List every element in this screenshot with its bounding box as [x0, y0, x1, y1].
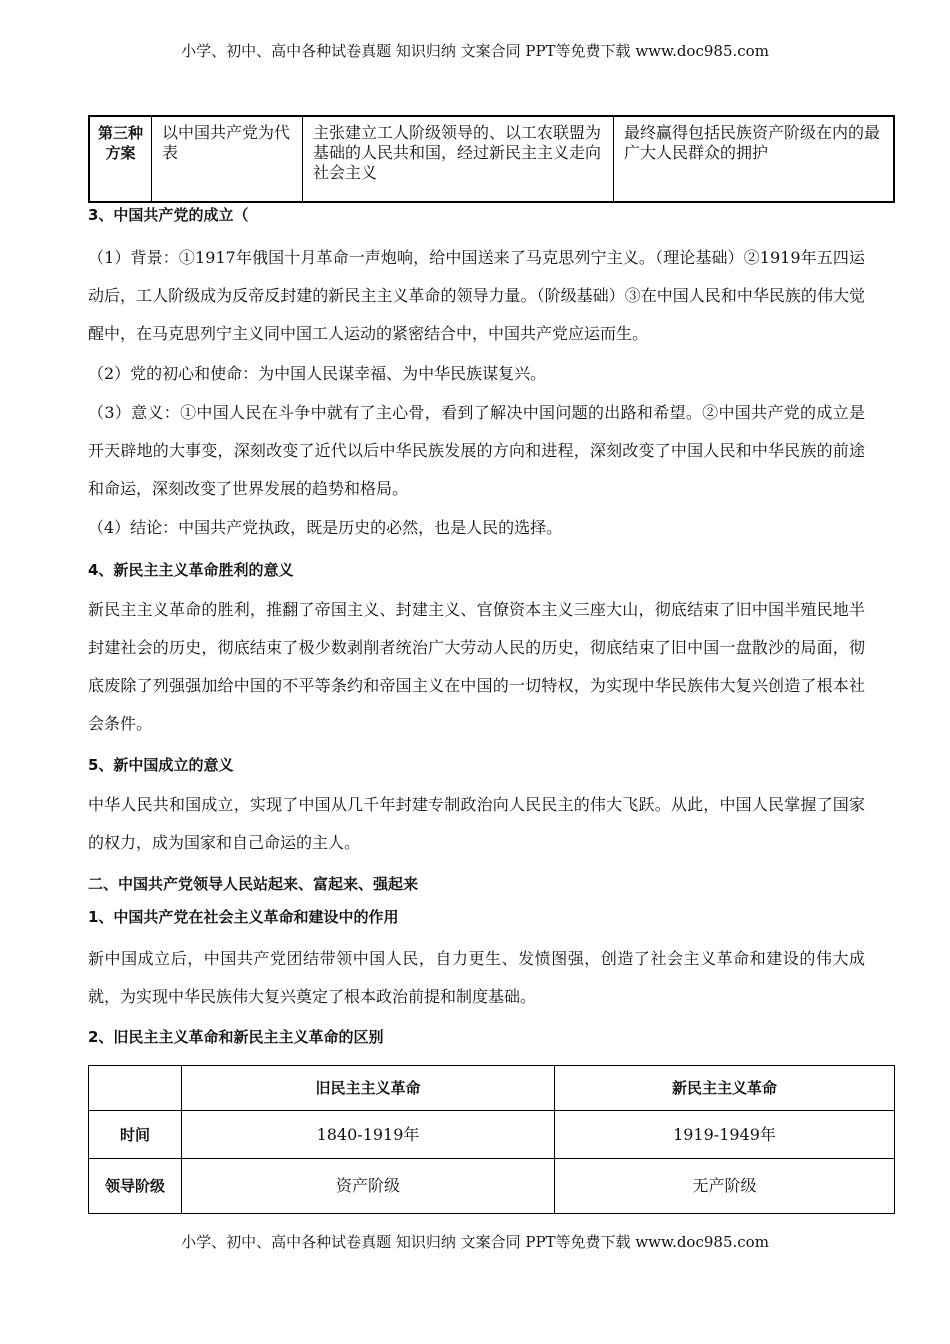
- section-heading: 5、新中国成立的意义: [88, 756, 234, 774]
- table-header: 新民主主义革命: [555, 1066, 895, 1111]
- table-header-row: [89, 1066, 895, 1111]
- revolution-comparison-table: [88, 1065, 895, 1214]
- paragraph: （1）背景：①1917年俄国十月革命一声炮响，给中国送来了马克思列宁主义。（理论基础）②1919年五四运动后，工人阶级成为反帝反封建的新民主主义革命的领导力量。（阶级基础）③在中国人民和中华民族的伟大觉醒中，在马克思列宁主义同中国工人运动的紧密结合中，中国共产党应运而生。: [88, 248, 865, 343]
- table-cell: 主张建立工人阶级领导的、以工农联盟为基础的人民共和国，经过新民主主义走向社会主义: [303, 116, 614, 202]
- section-heading: 4、新民主主义革命胜利的意义: [88, 561, 294, 579]
- table-cell: 最终赢得包括民族资产阶级在内的最广大人民群众的拥护: [614, 116, 895, 202]
- table-cell: 1840-1919年: [182, 1111, 555, 1159]
- paragraph: （3）意义：①中国人民在斗争中就有了主心骨，看到了解决中国问题的出路和希望。②中国共产党的成立是开天辟地的大事变，深刻改变了近代以后中华民族发展的方向和进程，深刻改变了中国人民和中华民族的前途和命运，深刻改变了世界发展的趋势和格局。: [88, 403, 865, 498]
- table-cell: 时间: [89, 1111, 182, 1159]
- table-cell: 1919-1949年: [555, 1111, 895, 1159]
- table-cell: 领导阶级: [89, 1159, 182, 1214]
- table-row: [89, 1159, 895, 1214]
- table-cell: 资产阶级: [182, 1159, 555, 1214]
- table-row: [89, 116, 894, 202]
- paragraph: （4）结论：中国共产党执政，既是历史的必然，也是人民的选择。: [88, 518, 563, 537]
- section-heading: 3、中国共产党的成立（: [88, 206, 249, 224]
- section-heading: 1、中国共产党在社会主义革命和建设中的作用: [88, 908, 399, 926]
- table-cell: 第三种方案: [89, 116, 152, 202]
- page-footer: 小学、初中、高中各种试卷真题 知识归纳 文案合同 PPT等免费下载 www.doc985.com: [181, 1233, 769, 1251]
- page-header: 小学、初中、高中各种试卷真题 知识归纳 文案合同 PPT等免费下载 www.doc985.com: [181, 42, 769, 60]
- paragraph: 中华人民共和国成立，实现了中国从几千年封建专制政治向人民民主的伟大飞跃。从此，中国人民掌握了国家的权力，成为国家和自己命运的主人。: [88, 795, 865, 852]
- plans-table: [88, 115, 895, 203]
- table-row: [89, 1111, 895, 1159]
- paragraph: （2）党的初心和使命：为中国人民谋幸福、为中华民族谋复兴。: [88, 364, 547, 383]
- part-heading: 二、中国共产党领导人民站起来、富起来、强起来: [88, 875, 419, 893]
- paragraph: 新民主主义革命的胜利，推翻了帝国主义、封建主义、官僚资本主义三座大山，彻底结束了旧中国半殖民地半封建社会的历史，彻底结束了极少数剥削者统治广大劳动人民的历史，彻底结束了旧中国一盘散沙的局面，彻底废除了列强强加给中国的不平等条约和帝国主义在中国的一切特权，为实现中华民族伟大复兴创造了根本社会条件。: [88, 600, 865, 733]
- section-heading: 2、旧民主主义革命和新民主主义革命的区别: [88, 1028, 384, 1046]
- table-header: 旧民主主义革命: [182, 1066, 555, 1111]
- table-header: [89, 1066, 182, 1111]
- table-cell: 以中国共产党为代表: [152, 116, 303, 202]
- paragraph: 新中国成立后，中国共产党团结带领中国人民，自力更生、发愤图强，创造了社会主义革命和建设的伟大成就，为实现中华民族伟大复兴奠定了根本政治前提和制度基础。: [88, 949, 865, 1006]
- table-cell: 无产阶级: [555, 1159, 895, 1214]
